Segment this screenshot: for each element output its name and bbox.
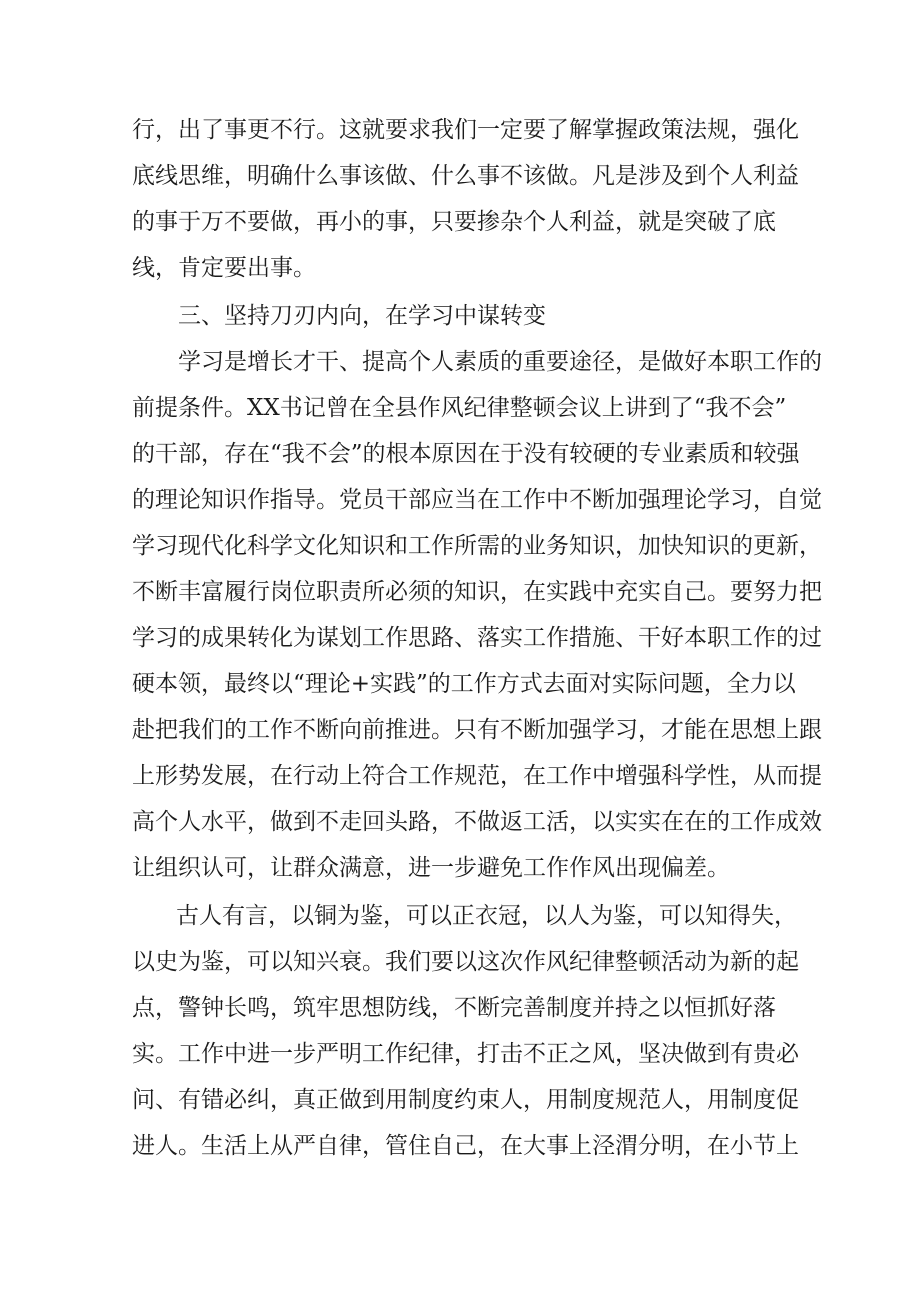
body-text-line: 不断丰富履行岗位职责所必须的知识，在实践中充实自己。要努力把 bbox=[132, 579, 822, 605]
body-text-line: 古人有言，以铜为鉴，可以正衣冠，以人为鉴，可以知得失， bbox=[176, 903, 797, 929]
body-text-line: 赴把我们的工作不断向前推进。只有不断加强学习，才能在思想上跟 bbox=[132, 717, 822, 743]
body-text-line: 高个人水平，做到不走回头路，不做返工活，以实实在在的工作成效 bbox=[132, 809, 822, 835]
body-text-line: 前提条件。XX书记曾在全县作风纪律整顿会议上讲到了“我不会” bbox=[132, 395, 787, 421]
body-text-line: 学习的成果转化为谋划工作思路、落实工作措施、干好本职工作的过 bbox=[132, 625, 822, 651]
body-text-line: 的事于万不要做，再小的事，只要掺杂个人利益，就是突破了底 bbox=[132, 209, 776, 235]
body-text-line: 实。工作中进一步严明工作纪律，打击不正之风，坚决做到有贵必 bbox=[132, 1041, 799, 1067]
body-text-line: 上形势发展，在行动上符合工作规范，在工作中增强科学性，从而提 bbox=[132, 763, 822, 789]
body-text-line: 行，出了事更不行。这就要求我们一定要了解掌握政策法规，强化 bbox=[132, 117, 799, 143]
body-text-line: 硬本领，最终以“理论+实践”的工作方式去面对实际问题，全力以 bbox=[132, 671, 796, 697]
body-text-line: 让组织认可，让群众满意，进一步避免工作作风出现偏差。 bbox=[132, 855, 730, 881]
section-heading: 三、坚持刀刃内向，在学习中谋转变 bbox=[178, 303, 546, 329]
body-text-line: 的理论知识作指导。党员干部应当在工作中不断加强理论学习，自觉 bbox=[132, 487, 822, 513]
body-text-line: 的干部，存在“我不会”的根本原因在于没有较硬的专业素质和较强 bbox=[132, 441, 800, 467]
body-text-line: 以史为鉴，可以知兴衰。我们要以这次作风纪律整顿活动为新的起 bbox=[132, 949, 799, 975]
body-text-line: 学习是增长才干、提高个人素质的重要途径，是做好本职工作的 bbox=[178, 349, 822, 375]
body-text-line: 点，警钟长鸣，筑牢思想防线，不断完善制度并持之以恒抓好落 bbox=[132, 995, 776, 1021]
body-text-line: 学习现代化科学文化知识和工作所需的业务知识，加快知识的更新， bbox=[132, 533, 822, 559]
body-text-line: 进人。生活上从严自律，管住自己，在大事上泾渭分明，在小节上 bbox=[132, 1133, 799, 1159]
body-text-line: 问、有错必纠，真正做到用制度约束人，用制度规范人，用制度促 bbox=[132, 1087, 799, 1113]
body-text-line: 线，肯定要出事。 bbox=[132, 255, 316, 281]
body-text-line: 底线思维，明确什么事该做、什么事不该做。凡是涉及到个人利益 bbox=[132, 163, 799, 189]
